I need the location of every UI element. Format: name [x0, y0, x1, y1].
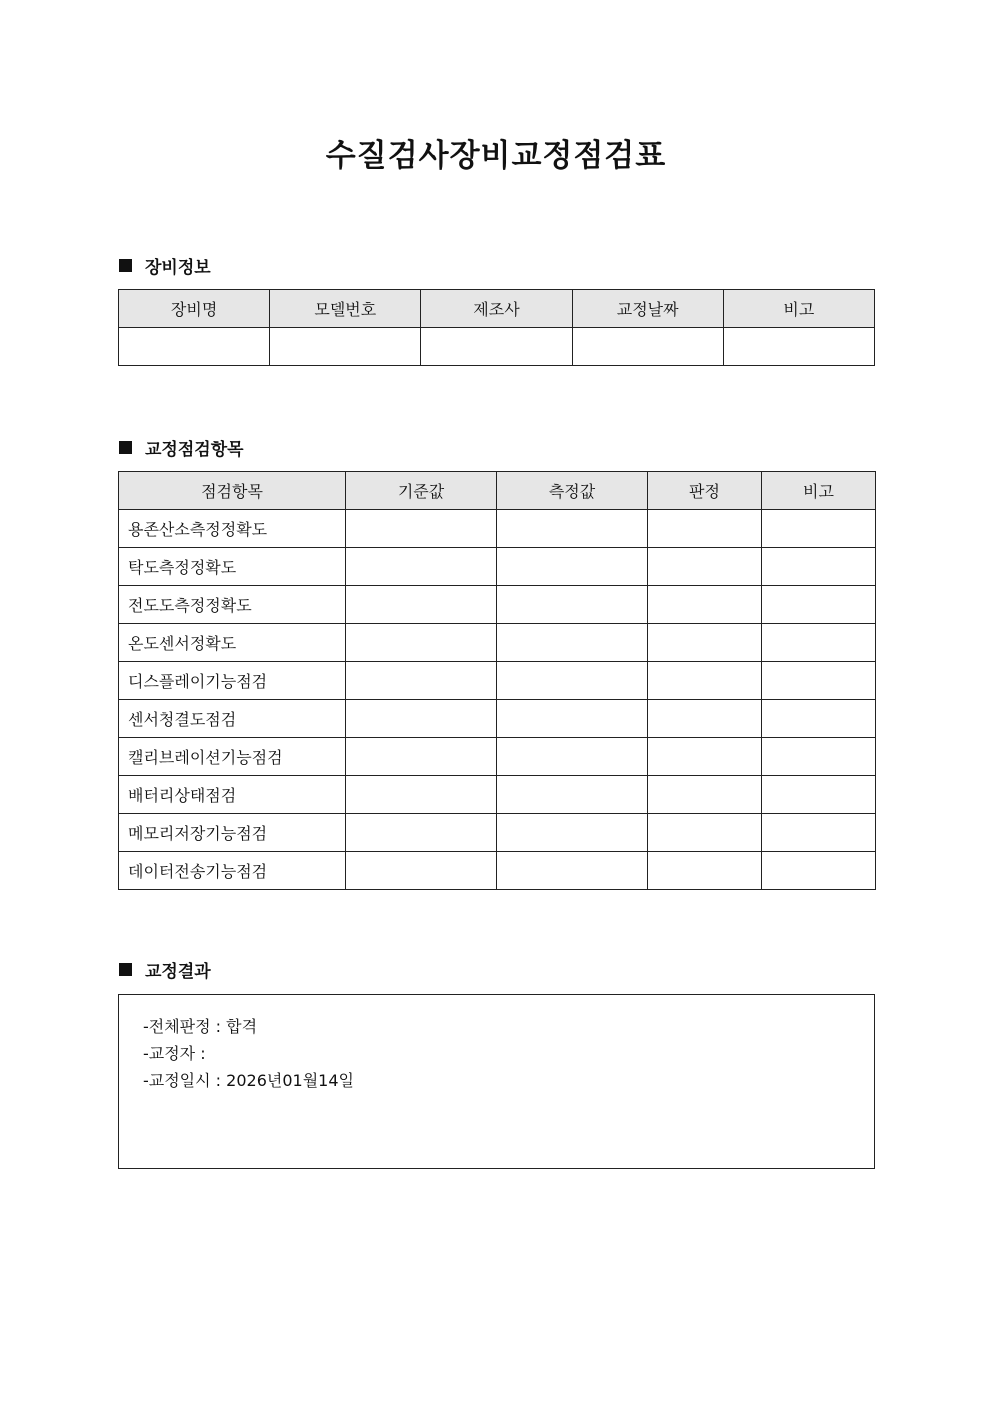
check-item-cell: 용존산소측정정확도: [119, 510, 346, 548]
column-header-calibration-date: 교정날짜: [572, 290, 723, 328]
square-bullet-icon: [119, 259, 132, 272]
note-cell[interactable]: [762, 624, 876, 662]
measured-value-cell[interactable]: [497, 586, 648, 624]
measured-value-cell[interactable]: [497, 852, 648, 890]
judgment-cell[interactable]: [648, 738, 762, 776]
table-row: [119, 852, 876, 890]
check-item-cell: 전도도측정정확도: [119, 586, 346, 624]
measured-value-cell[interactable]: [497, 510, 648, 548]
note-cell[interactable]: [762, 548, 876, 586]
calibration-items-table: [118, 471, 876, 890]
section-heading-label: 교정결과: [145, 961, 211, 982]
measured-value-cell[interactable]: [497, 700, 648, 738]
check-item-cell: 데이터전송기능점검: [119, 852, 346, 890]
standard-value-cell[interactable]: [346, 586, 497, 624]
standard-value-cell[interactable]: [346, 700, 497, 738]
note-cell[interactable]: [762, 586, 876, 624]
judgment-cell[interactable]: [648, 776, 762, 814]
note-cell[interactable]: [762, 814, 876, 852]
section-heading-calibration-items: [119, 435, 244, 459]
check-item-cell: 디스플레이기능점검: [119, 662, 346, 700]
note-cell[interactable]: [723, 328, 874, 366]
calibration-date-cell[interactable]: [572, 328, 723, 366]
judgment-cell[interactable]: [648, 510, 762, 548]
section-heading-label: 교정점검항목: [145, 439, 244, 460]
column-header-measured-value: 측정값: [497, 472, 648, 510]
table-row: [119, 700, 876, 738]
overall-judgment-line: -전체판정 : 합격: [143, 1017, 258, 1036]
column-header-note: 비고: [762, 472, 876, 510]
judgment-cell[interactable]: [648, 548, 762, 586]
equipment-info-table: [118, 289, 875, 366]
column-header-manufacturer: 제조사: [421, 290, 572, 328]
table-row: [119, 510, 876, 548]
column-header-note: 비고: [723, 290, 874, 328]
column-header-model-number: 모델번호: [270, 290, 421, 328]
judgment-cell[interactable]: [648, 700, 762, 738]
table-row: [119, 814, 876, 852]
measured-value-cell[interactable]: [497, 776, 648, 814]
standard-value-cell[interactable]: [346, 738, 497, 776]
check-item-cell: 센서청결도점검: [119, 700, 346, 738]
measured-value-cell[interactable]: [497, 814, 648, 852]
check-item-cell: 온도센서정확도: [119, 624, 346, 662]
table-row: [119, 328, 875, 366]
standard-value-cell[interactable]: [346, 548, 497, 586]
column-header-check-item: 점검항목: [119, 472, 346, 510]
check-item-cell: 배터리상태점검: [119, 776, 346, 814]
section-heading-equipment-info: [119, 253, 211, 277]
judgment-cell[interactable]: [648, 814, 762, 852]
table-row: [119, 738, 876, 776]
square-bullet-icon: [119, 963, 132, 976]
calibration-result-box: [118, 994, 875, 1169]
note-cell[interactable]: [762, 738, 876, 776]
standard-value-cell[interactable]: [346, 662, 497, 700]
column-header-judgment: 판정: [648, 472, 762, 510]
judgment-cell[interactable]: [648, 624, 762, 662]
section-heading-calibration-result: [119, 957, 211, 981]
measured-value-cell[interactable]: [497, 662, 648, 700]
calibration-datetime-line: -교정일시 : 2026년01월14일: [143, 1071, 354, 1090]
judgment-cell[interactable]: [648, 662, 762, 700]
model-number-cell[interactable]: [270, 328, 421, 366]
square-bullet-icon: [119, 441, 132, 454]
table-row: [119, 548, 876, 586]
check-item-cell: 탁도측정정확도: [119, 548, 346, 586]
check-item-cell: 캘리브레이션기능점검: [119, 738, 346, 776]
note-cell[interactable]: [762, 776, 876, 814]
table-row: [119, 776, 876, 814]
standard-value-cell[interactable]: [346, 776, 497, 814]
judgment-cell[interactable]: [648, 852, 762, 890]
table-header-row: [119, 290, 875, 328]
table-header-row: [119, 472, 876, 510]
standard-value-cell[interactable]: [346, 510, 497, 548]
table-row: [119, 586, 876, 624]
judgment-cell[interactable]: [648, 586, 762, 624]
page-title: 수질검사장비교정점검표: [325, 138, 667, 174]
note-cell[interactable]: [762, 510, 876, 548]
measured-value-cell[interactable]: [497, 624, 648, 662]
table-row: [119, 624, 876, 662]
calibrator-line: -교정자 :: [143, 1044, 206, 1063]
check-item-cell: 메모리저장기능점검: [119, 814, 346, 852]
column-header-equipment-name: 장비명: [119, 290, 270, 328]
section-heading-label: 장비정보: [145, 257, 211, 278]
measured-value-cell[interactable]: [497, 548, 648, 586]
table-row: [119, 662, 876, 700]
standard-value-cell[interactable]: [346, 624, 497, 662]
note-cell[interactable]: [762, 852, 876, 890]
manufacturer-cell[interactable]: [421, 328, 572, 366]
note-cell[interactable]: [762, 700, 876, 738]
column-header-standard-value: 기준값: [346, 472, 497, 510]
note-cell[interactable]: [762, 662, 876, 700]
standard-value-cell[interactable]: [346, 814, 497, 852]
equipment-name-cell[interactable]: [119, 328, 270, 366]
measured-value-cell[interactable]: [497, 738, 648, 776]
standard-value-cell[interactable]: [346, 852, 497, 890]
